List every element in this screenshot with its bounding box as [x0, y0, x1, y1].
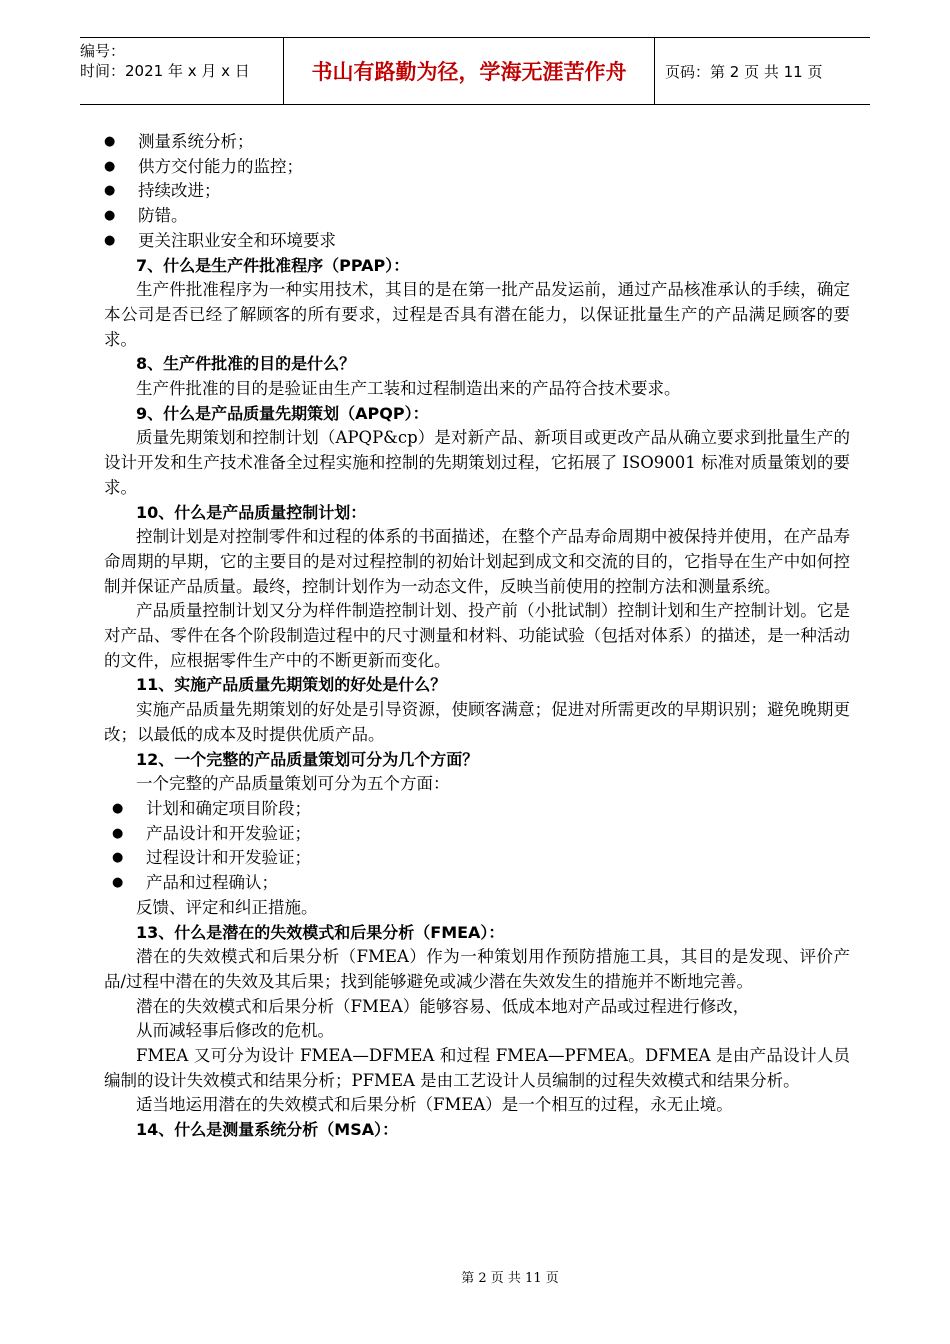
answer-paragraph: 反馈、评定和纠正措施。: [136, 897, 318, 917]
question-heading: 13、什么是潜在的失效模式和后果分析（FMEA）：: [136, 922, 505, 942]
answer-paragraph: 适当地运用潜在的失效模式和后果分析（FMEA）是一个相互的过程，永无止境。: [136, 1095, 733, 1115]
answer-paragraph: 实施产品质量先期策划的好处是引导资源，使顾客满意；促进对所需更改的早期识别；避免晚期更改；以最低的成本及时提供优质产品。: [104, 700, 850, 744]
list-item: ● 过程设计和开发验证；: [104, 846, 850, 871]
question-heading: 14、什么是测量系统分析（MSA）：: [136, 1120, 399, 1140]
document-body: [104, 130, 850, 1143]
list-item: ● 产品和过程确认；: [104, 871, 850, 896]
bullet-icon: ●: [104, 134, 116, 149]
answer-paragraph: 质量先期策划和控制计划（APQP&cp）是对新产品、新项目或更改产品从确立要求到批量生产的设计开发和生产技术准备全过程实施和控制的先期策划过程，它拓展了 ISO9001 标准对质量策划的要求。: [104, 428, 850, 497]
list-item: ● 更关注职业安全和环境要求: [104, 229, 850, 254]
question-heading: 9、什么是产品质量先期策划（APQP）：: [136, 403, 429, 423]
doc-date: 时间：2021 年 x 月 x 日: [80, 62, 250, 80]
bullet-icon: ●: [112, 825, 124, 841]
bullet-icon: ●: [112, 850, 124, 866]
question-heading: 7、什么是生产件批准程序（PPAP）：: [136, 255, 410, 275]
header-meta: [80, 38, 283, 104]
answer-paragraph: 从而减轻事后修改的危机。: [136, 1021, 334, 1041]
list-item: ● 供方交付能力的监控；: [104, 155, 850, 180]
bullet-icon: ●: [104, 208, 116, 224]
bullet-icon: ●: [112, 875, 124, 891]
question-heading: 8、生产件批准的目的是什么？: [136, 354, 356, 374]
answer-paragraph: 生产件批准程序为一种实用技术，其目的是在第一批产品发运前，通过产品核准承认的手续，确定本公司是否已经了解顾客的所有要求，过程是否具有潜在能力，以保证批量生产的产品满足顾客的要求。: [104, 280, 850, 349]
header-page-code: 页码：第 2 页 共 11 页: [665, 62, 823, 81]
question-heading: 11、实施产品质量先期策划的好处是什么？: [136, 675, 447, 695]
list-item: ● 持续改进；: [104, 179, 850, 204]
page-footer: 第 2 页 共 11 页: [461, 1271, 559, 1286]
answer-paragraph: 生产件批准的目的是验证由生产工装和过程制造出来的产品符合技术要求。: [136, 379, 681, 399]
answer-paragraph: 产品质量控制计划又分为样件制造控制计划、投产前（小批试制）控制计划和生产控制计划。它是对产品、零件在各个阶段制造过程中的尺寸测量和材料、功能试验（包括对体系）的描述，是一种活动的文件，应根据零件生产中的不断更新而变化。: [104, 601, 850, 670]
list-item: ● 防错。: [104, 204, 850, 229]
answer-paragraph: 潜在的失效模式和后果分析（FMEA）能够容易、低成本地对产品或过程进行修改，: [136, 996, 750, 1016]
answer-paragraph: 一个完整的产品质量策划可分为五个方面：: [136, 774, 450, 794]
bullet-icon: ●: [112, 800, 124, 816]
answer-paragraph: 控制计划是对控制零件和过程的体系的书面描述，在整个产品寿命周期中被保持并使用，在产品寿命周期的早期，它的主要目的是对过程控制的初始计划起到成文和交流的目的，它指导在生产中如何控制并保证产品质量。最终，控制计划作为一动态文件，反映当前使用的控制方法和测量系统。: [104, 527, 850, 596]
answer-paragraph: 潜在的失效模式和后果分析（FMEA）作为一种策划用作预防措施工具，其目的是发现、评价产品/过程中潜在的失效及其后果；找到能够避免或减少潜在失效发生的措施并不断地完善。: [104, 947, 850, 991]
doc-number: 编号：: [80, 42, 126, 60]
list-item: ● 计划和确定项目阶段；: [104, 797, 850, 822]
list-item: ● 测量系统分析；: [104, 130, 850, 155]
question-heading: 12、一个完整的产品质量策划可分为几个方面？: [136, 749, 479, 769]
header-motto: 书山有路勤为径，学海无涯苦作舟: [283, 38, 655, 104]
bullet-icon: ●: [104, 183, 116, 199]
answer-paragraph: FMEA 又可分为设计 FMEA—DFMEA 和过程 FMEA—PFMEA。DFMEA 是由产品设计人员编制的设计失效模式和结果分析；PFMEA 是由工艺设计人员编制的过程失效模式和结果分析。: [104, 1046, 850, 1090]
bullet-icon: ●: [104, 232, 116, 248]
list-item: ● 产品设计和开发验证；: [104, 822, 850, 847]
page-header: [80, 37, 870, 105]
question-heading: 10、什么是产品质量控制计划：: [136, 502, 367, 522]
bullet-icon: ●: [104, 158, 116, 174]
